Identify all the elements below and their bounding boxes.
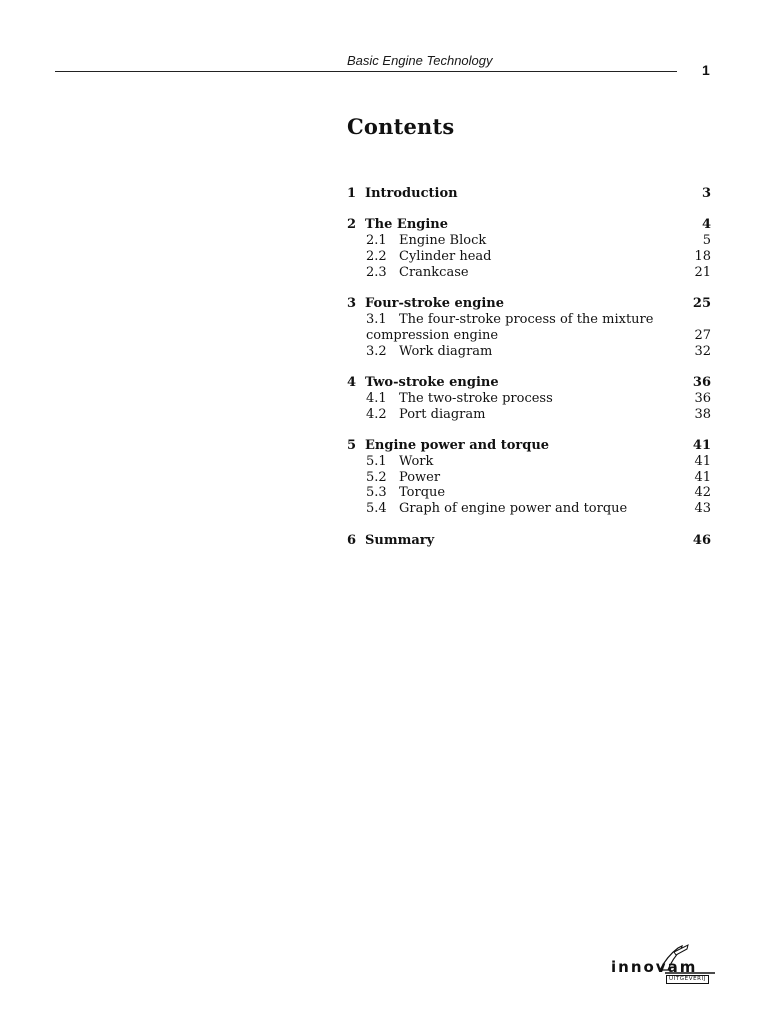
table-of-contents [347,186,711,564]
section-page: 43 [694,501,711,517]
chapter-page: 3 [701,186,711,201]
toc-section-row[interactable] [347,233,711,249]
section-title: The two-stroke process [399,390,553,406]
section-page: 41 [694,469,711,485]
toc-chapter-row[interactable] [347,533,711,549]
chapter-page: 46 [692,532,711,548]
section-number: 4.2 [366,406,387,422]
section-title: Graph of engine power and torque [399,501,628,517]
toc-chapter-2 [347,217,711,280]
chapter-number: 5 [347,437,357,453]
toc-chapter-5 [347,438,711,517]
toc-chapter-row[interactable] [347,217,711,233]
section-title: Engine Block [399,233,487,249]
toc-section-row[interactable] [347,265,711,281]
section-number: 3.1 [366,311,387,327]
chapter-title: The Engine [365,217,449,233]
chapter-title: Engine power and torque [365,437,550,453]
section-title: Crankcase [399,264,469,280]
toc-section-line-2 [347,328,711,344]
chapter-number: 4 [347,374,357,390]
section-title: Torque [399,485,446,501]
section-title: The four-stroke process of the mixture [399,311,654,327]
chapter-title: Summary [365,532,435,548]
chapter-title: Two-stroke engine [365,374,499,390]
section-number: 5.2 [366,469,387,485]
chapter-title: Introduction [365,186,458,201]
toc-chapter-row[interactable] [347,186,711,202]
section-page: 36 [694,390,711,406]
chapter-number: 6 [347,532,357,548]
section-page: 21 [694,264,711,280]
section-title: Work diagram [399,343,493,359]
section-page: 5 [702,233,711,249]
section-title: Work [399,453,434,469]
toc-section-row[interactable] [347,407,711,423]
toc-section-row[interactable] [347,344,711,360]
toc-section-line-1 [347,312,711,328]
chapter-page: 36 [692,374,711,390]
toc-chapter-row[interactable] [347,438,711,454]
header-rule [55,71,677,72]
logo-wordmark: innovam [611,958,698,976]
contents-heading: Contents [347,114,455,139]
page-number: 1 [702,62,710,78]
section-number: 2.1 [366,233,387,249]
section-page: 27 [694,327,711,343]
toc-chapter-row[interactable] [347,296,711,312]
chapter-title: Four-stroke engine [365,296,505,312]
section-number: 4.1 [366,390,387,406]
toc-chapter-4 [347,375,711,422]
logo-subtitle: UITGEVERIJ [666,975,709,984]
chapter-number: 2 [347,217,357,233]
toc-section-row[interactable] [347,501,711,517]
toc-chapter-1 [347,186,711,202]
toc-section-row[interactable] [347,454,711,470]
chapter-page: 25 [692,296,711,312]
toc-section-row[interactable] [347,391,711,407]
chapter-number: 3 [347,296,357,312]
section-title: Power [399,469,441,485]
section-page: 41 [694,453,711,469]
section-title: Port diagram [399,406,486,422]
toc-section-row[interactable] [347,249,711,265]
section-number: 5.1 [366,453,387,469]
section-page: 42 [694,485,711,501]
section-number: 5.3 [366,485,387,501]
section-number: 2.2 [366,248,387,264]
chapter-page: 4 [701,217,711,233]
publisher-logo [608,940,718,990]
toc-section-row-wrapped[interactable] [347,312,711,344]
section-page: 32 [694,343,711,359]
section-number: 3.2 [366,343,387,359]
section-number: 5.4 [366,501,387,517]
section-title-continued: compression engine [366,327,499,343]
toc-chapter-6 [347,533,711,549]
chapter-number: 1 [347,186,357,201]
section-page: 18 [694,248,711,264]
toc-section-row[interactable] [347,485,711,501]
toc-chapter-row[interactable] [347,375,711,391]
header-title: Basic Engine Technology [347,53,493,68]
toc-section-row[interactable] [347,470,711,486]
chapter-page: 41 [692,437,711,453]
section-title: Cylinder head [399,248,492,264]
section-page: 38 [694,406,711,422]
section-number: 2.3 [366,264,387,280]
toc-chapter-3 [347,296,711,359]
